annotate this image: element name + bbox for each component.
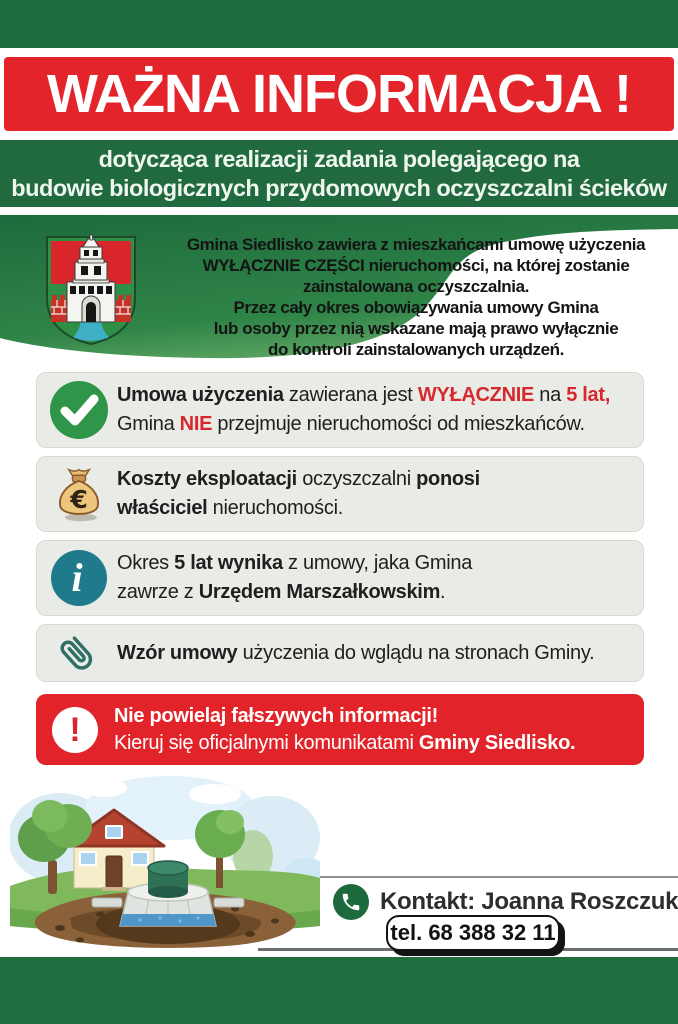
coat-of-arms	[40, 234, 142, 348]
intro-paragraph	[185, 234, 647, 360]
svg-text:i: i	[71, 555, 83, 600]
info-row-line: Umowa użyczenia zawierana jest WYŁĄCZNIE na 5 lat,	[117, 384, 610, 406]
info-row-okres	[36, 540, 644, 616]
info-row-text	[117, 465, 480, 523]
info-row-text	[117, 639, 594, 668]
info-row-koszty	[36, 456, 644, 532]
info-row-text	[117, 549, 472, 607]
title-banner	[4, 57, 674, 131]
alert-line: Kieruj się oficjalnymi komunikatami Gminy Siedlisko.	[114, 731, 576, 754]
info-row-line: Koszty eksploatacji oczyszczalni ponosi	[117, 468, 480, 490]
info-row-line: zawrze z Urzędem Marszałkowskim.	[117, 581, 446, 603]
intro-line: zainstalowana oczyszczalnia.	[303, 277, 529, 296]
info-row-text	[117, 381, 610, 439]
alert-box	[36, 694, 644, 765]
alert-icon	[52, 707, 98, 753]
phone-icon	[333, 884, 369, 920]
subtitle-line-2: budowie biologicznych przydomowych oczyszczalni ścieków	[11, 174, 667, 201]
info-row-umowa	[36, 372, 644, 448]
intro-line: lub osoby przez nią wskazane mają prawo wyłącznie	[213, 319, 619, 338]
contact-divider-top	[258, 876, 678, 878]
subtitle-line-1: dotycząca realizacji zadania polegającego na	[98, 145, 580, 172]
alert-text	[114, 703, 575, 757]
info-row-line: Okres 5 lat wynika z umowy, jaka Gmina	[117, 552, 473, 574]
top-green-band	[0, 0, 678, 48]
svg-text:€: €	[70, 485, 88, 515]
phone-number: tel. 68 388 32 11	[390, 920, 556, 945]
check-icon	[49, 380, 109, 440]
bottom-green-band	[0, 957, 678, 1024]
alert-line: Nie powielaj fałszywych informacji!	[114, 704, 439, 727]
intro-line: Gmina Siedlisko zawiera z mieszkańcami umowę użyczenia	[186, 235, 646, 254]
house-septic-tank-illustration	[10, 768, 320, 960]
info-row-line: Wzór umowy użyczenia do wglądu na stronach Gminy.	[117, 641, 595, 664]
paperclip-icon	[49, 623, 109, 683]
money-bag-icon	[49, 464, 109, 524]
intro-line: WYŁĄCZNIE CZĘŚCI nieruchomości, na której zostanie	[202, 256, 630, 275]
info-row-line: właściciel nieruchomości.	[117, 497, 343, 519]
intro-line: Przez cały okres obowiązywania umowy Gmina	[233, 298, 599, 317]
info-row-wzor	[36, 624, 644, 682]
page-title: WAŻNA INFORMACJA !	[47, 64, 631, 124]
info-icon	[49, 548, 109, 608]
info-row-line: Gmina NIE przejmuje nieruchomości od mieszkańców.	[117, 413, 585, 435]
intro-line: do kontroli zainstalowanych urządzeń.	[268, 340, 564, 359]
subtitle-banner	[0, 140, 678, 207]
exclamation-glyph: !	[69, 710, 81, 749]
phone-number-pill	[386, 915, 560, 951]
contact-label: Kontakt: Joanna Roszczuk	[380, 888, 678, 915]
